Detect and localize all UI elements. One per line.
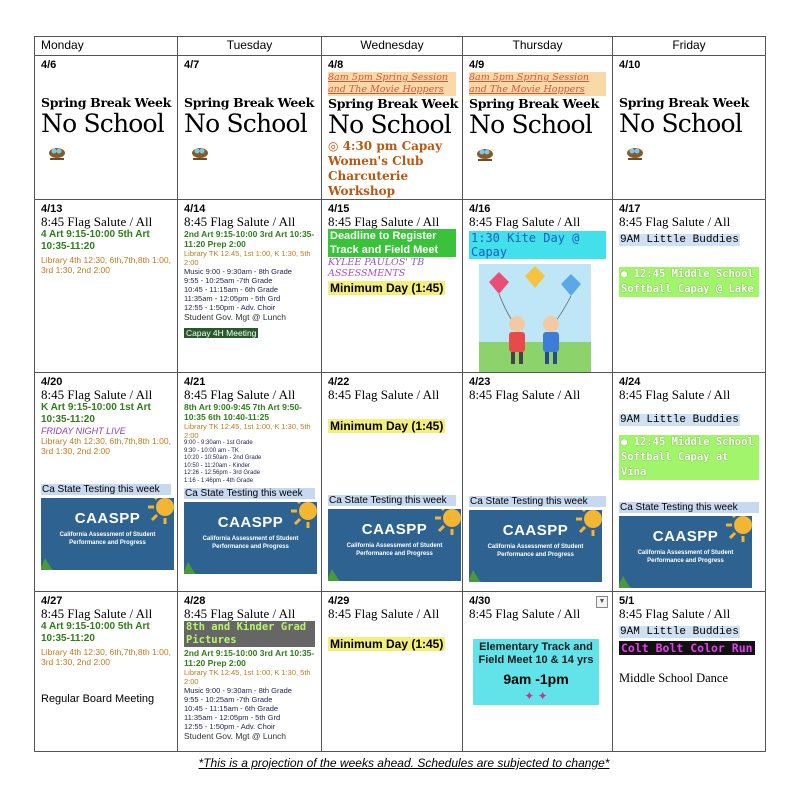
leaf-icon	[619, 574, 637, 588]
deadline-banner: Deadline to Register Track and Field Meet	[328, 229, 456, 257]
spring-session-note: 8am 5pm Spring Session and The Movie Hoppers	[328, 72, 456, 96]
friday-night-live: FRIDAY NIGHT LIVE	[41, 426, 126, 436]
music-line: 9:30 - 10:00 am - TK	[184, 447, 239, 454]
caaspp-banner	[184, 502, 317, 574]
date-label: 4/22	[328, 376, 350, 388]
date-label: 4/23	[469, 376, 491, 388]
leaf-icon	[41, 556, 59, 570]
spring-session-note: 8am 5pm Spring Session and The Movie Hoppers	[469, 72, 606, 96]
library-schedule: Library TK 12:45, 1st 1:00, K 1:30, 5th 2:00	[184, 422, 311, 440]
header-thursday: Thursday	[463, 37, 613, 56]
nest-icon	[47, 141, 67, 161]
week-row	[35, 56, 766, 200]
minimum-day: Minimum Day (1:45)	[330, 637, 444, 651]
spring-break-label: Spring Break Week	[41, 95, 171, 110]
leaf-icon	[328, 567, 346, 581]
leaf-icon	[184, 560, 202, 574]
middle-school-dance: Middle School Dance	[619, 671, 729, 685]
date-label: 4/10	[619, 59, 641, 71]
library-schedule: Library 4th 12:30, 6th,7th,8th 1:00, 3rd 1:30, 2nd 2:00	[41, 436, 171, 456]
softball-event: ● 12:45 Middle School Softball Capay @ Lake	[619, 267, 759, 297]
ca-testing-label: Ca State Testing this week	[619, 502, 759, 513]
day-header-row	[35, 37, 766, 56]
minimum-day: Minimum Day (1:45)	[330, 281, 444, 295]
flag-salute: 8:45 Flag Salute / All	[469, 606, 581, 621]
caaspp-title: CAASPP	[361, 521, 428, 538]
nest-icon	[625, 141, 645, 161]
library-schedule: Library TK 12:45, 1st 1:00, K 1:30, 5th 2:00	[184, 249, 311, 267]
student-gov-note: Student Gov. Mgt @ Lunch	[184, 312, 287, 322]
art-schedule: 4 Art 9:15-10:00 5th Art 10:35-11:20	[41, 621, 150, 644]
track-meet-time: 9am -1pm	[503, 671, 569, 687]
day-cell[interactable]	[613, 592, 766, 752]
student-gov-note: Student Gov. Mgt @ Lunch	[184, 731, 287, 741]
art-schedule: 2nd Art 9:15-10:00 3rd Art 10:35-11:20 Prep 2:00	[184, 648, 315, 668]
flag-salute: 8:45 Flag Salute / All	[328, 606, 440, 621]
day-cell[interactable]	[322, 373, 463, 592]
library-schedule: Library 4th 12:30, 6th,7th,8th 1:00, 3rd 1:30, 2nd 2:00	[41, 647, 171, 667]
week-row	[35, 373, 766, 592]
capay-4h-badge: Capay 4H Meeting	[186, 328, 257, 338]
library-schedule: Library TK 12:45, 1st 1:00, K 1:30, 5th 2:00	[184, 668, 311, 686]
little-buddies: 9AM Little Buddies	[620, 414, 739, 426]
art-schedule: 2nd Art 9:15-10:00 3rd Art 10:35-11:20 Prep 2:00	[184, 229, 315, 249]
day-cell[interactable]	[35, 200, 178, 373]
music-line: 9:55 - 10:25am -7th Grade	[184, 276, 273, 285]
date-label: 4/8	[328, 59, 344, 71]
flag-salute: 8:45 Flag Salute / All	[41, 214, 153, 229]
header-tuesday: Tuesday	[178, 37, 322, 56]
date-label: 4/24	[619, 376, 641, 388]
kite-day-title: 1:30 Kite Day @ Capay	[469, 231, 606, 259]
flag-salute: 8:45 Flag Salute / All	[184, 606, 296, 621]
music-line: 10:50 - 11:20am - Kinder	[184, 462, 250, 469]
day-cell[interactable]	[35, 56, 178, 200]
date-label: 4/21	[184, 376, 206, 388]
caaspp-subtitle: California Assessment of Student Performance and Progress	[59, 532, 156, 546]
ca-testing-label: Ca State Testing this week	[41, 484, 171, 495]
date-label: 4/7	[184, 59, 200, 71]
spring-break-label: Spring Break Week	[619, 95, 749, 110]
date-label: 4/30	[469, 595, 491, 607]
music-line: Music 9:00 - 9:30am - 8th Grade	[184, 686, 292, 695]
music-line: 1:16 - 1:46pm - 4th Grade	[184, 477, 254, 484]
day-cell[interactable]	[463, 200, 613, 373]
color-run-event: Colt Bolt Color Run	[621, 641, 753, 655]
caaspp-banner	[469, 510, 602, 582]
dropdown-arrow-icon[interactable]: ▼	[596, 596, 608, 608]
day-cell[interactable]	[35, 373, 178, 592]
tb-assessment-note: KYLEE PAULOS' TB ASSESSMENTS	[328, 257, 425, 279]
club-workshop-note: ◎ 4:30 pm Capay Women's Club Charcuterie Workshop	[328, 139, 443, 198]
flag-salute: 8:45 Flag Salute / All	[619, 387, 731, 402]
kite-kids-illustration	[479, 264, 591, 372]
caaspp-title: CAASPP	[74, 510, 141, 527]
no-school-label: No School	[184, 109, 308, 138]
music-line: 11:35am - 12:05pm - 5th Grd	[184, 294, 281, 303]
clock-icon: ◎	[328, 139, 343, 153]
music-line: 12:55 - 1:50pm - Adv. Choir	[184, 303, 276, 312]
caaspp-title: CAASPP	[502, 522, 569, 539]
no-school-label: No School	[41, 109, 165, 138]
music-line: 12:26 - 12:56pm - 3rd Grade	[184, 470, 261, 476]
day-cell[interactable]	[322, 56, 463, 200]
softball-event: ● 12:45 Middle School Softball Capay at Vina	[619, 435, 759, 480]
no-school-label: No School	[328, 110, 452, 139]
flag-salute: 8:45 Flag Salute / All	[184, 214, 296, 229]
date-label: 4/16	[469, 203, 491, 215]
softball-icon: ●	[621, 436, 634, 448]
day-cell[interactable]	[463, 373, 613, 592]
flag-salute: 8:45 Flag Salute / All	[41, 606, 153, 621]
week-row	[35, 592, 766, 752]
caaspp-subtitle: California Assessment of Student Performance and Progress	[487, 544, 584, 558]
flag-salute: 8:45 Flag Salute / All	[619, 606, 731, 621]
music-line: 11:35am - 12:05pm - 5th Grd	[184, 713, 281, 722]
day-cell[interactable]	[35, 592, 178, 752]
music-line: 12:55 - 1:50pm - Adv. Choir	[184, 722, 276, 731]
art-schedule: 4 Art 9:15-10:00 5th Art 10:35-11:20	[41, 229, 150, 252]
caaspp-banner	[41, 498, 174, 570]
day-cell[interactable]	[463, 56, 613, 200]
minimum-day: Minimum Day (1:45)	[330, 419, 444, 433]
date-label: 5/1	[619, 595, 635, 607]
date-label: 4/6	[41, 59, 57, 71]
flag-salute: 8:45 Flag Salute / All	[328, 387, 440, 402]
track-meet-block	[473, 639, 599, 705]
little-buddies: 9AM Little Buddies	[620, 626, 739, 638]
nest-icon	[475, 142, 495, 162]
day-cell[interactable]	[613, 200, 766, 373]
softball-icon: ●	[621, 268, 634, 280]
caaspp-title: CAASPP	[217, 514, 284, 531]
calendar-table	[34, 36, 766, 752]
caaspp-banner	[619, 516, 752, 588]
day-cell[interactable]	[178, 200, 322, 373]
day-cell[interactable]	[613, 373, 766, 592]
caaspp-subtitle: California Assessment of Student Performance and Progress	[346, 543, 443, 557]
date-label: 4/14	[184, 203, 206, 215]
grad-pictures: 8th and Kinder Grad Pictures	[184, 621, 315, 647]
music-line: 10:45 - 11:15am - 6th Grade	[184, 285, 279, 294]
day-cell[interactable]	[178, 373, 322, 592]
flag-salute: 8:45 Flag Salute / All	[184, 387, 296, 402]
day-cell[interactable]	[463, 592, 613, 752]
header-friday: Friday	[613, 37, 766, 56]
day-cell[interactable]	[178, 56, 322, 200]
sneakers-icon: ✦ ✦	[524, 689, 548, 703]
day-cell[interactable]	[322, 592, 463, 752]
flag-salute: 8:45 Flag Salute / All	[328, 214, 440, 229]
no-school-label: No School	[619, 109, 743, 138]
music-line: 9:00 - 9:30am - 1st Grade	[184, 440, 253, 446]
date-label: 4/20	[41, 376, 63, 388]
board-meeting: Regular Board Meeting	[41, 693, 155, 705]
little-buddies: 9AM Little Buddies	[620, 234, 739, 246]
track-meet-title: Elementary Track and Field Meet 10 & 14 yrs	[478, 641, 594, 666]
music-line: 10:45 - 11:15am - 6th Grade	[184, 704, 279, 713]
music-line: 9:55 - 10:25am -7th Grade	[184, 695, 273, 704]
art-schedule: K Art 9:15-10:00 1st Art 10:35-11:20	[41, 402, 151, 425]
flag-salute: 8:45 Flag Salute / All	[619, 214, 731, 229]
music-line: 10:20 - 10:50am - 2nd Grade	[184, 455, 262, 461]
date-label: 4/13	[41, 203, 63, 215]
nest-icon	[190, 141, 210, 161]
flag-salute: 8:45 Flag Salute / All	[469, 214, 581, 229]
header-monday: Monday	[35, 37, 178, 56]
no-school-label: No School	[469, 110, 593, 139]
date-label: 4/27	[41, 595, 63, 607]
date-label: 4/15	[328, 203, 350, 215]
spring-break-label: Spring Break Week	[184, 95, 314, 110]
ca-testing-label: Ca State Testing this week	[328, 495, 456, 506]
caaspp-subtitle: California Assessment of Student Performance and Progress	[637, 550, 734, 564]
caaspp-banner	[328, 509, 461, 581]
header-wednesday: Wednesday	[322, 37, 463, 56]
week-row	[35, 200, 766, 373]
date-label: 4/29	[328, 595, 350, 607]
library-schedule: Library 4th 12:30, 6th,7th,8th 1:00, 3rd 1:30, 2nd 2:00	[41, 255, 171, 275]
caaspp-title: CAASPP	[652, 528, 719, 545]
leaf-icon	[469, 568, 487, 582]
spring-break-label: Spring Break Week	[328, 96, 458, 111]
art-schedule: 8th Art 9:00-9:45 7th Art 9:50-10:35 6th 10:40-11:25	[184, 402, 302, 422]
day-cell[interactable]	[613, 56, 766, 200]
spring-break-label: Spring Break Week	[469, 96, 599, 111]
flag-salute: 8:45 Flag Salute / All	[469, 387, 581, 402]
music-line: Music 9:00 - 9:30am - 8th Grade	[184, 267, 292, 276]
ca-testing-label: Ca State Testing this week	[469, 496, 606, 507]
day-cell[interactable]	[322, 200, 463, 373]
date-label: 4/9	[469, 59, 485, 71]
day-cell[interactable]	[178, 592, 322, 752]
ca-testing-label: Ca State Testing this week	[184, 488, 315, 499]
flag-salute: 8:45 Flag Salute / All	[41, 387, 153, 402]
footer-disclaimer: *This is a projection of the weeks ahead. Schedules are subjected to change*	[198, 756, 610, 770]
date-label: 4/28	[184, 595, 206, 607]
caaspp-subtitle: California Assessment of Student Performance and Progress	[202, 536, 299, 550]
date-label: 4/17	[619, 203, 641, 215]
